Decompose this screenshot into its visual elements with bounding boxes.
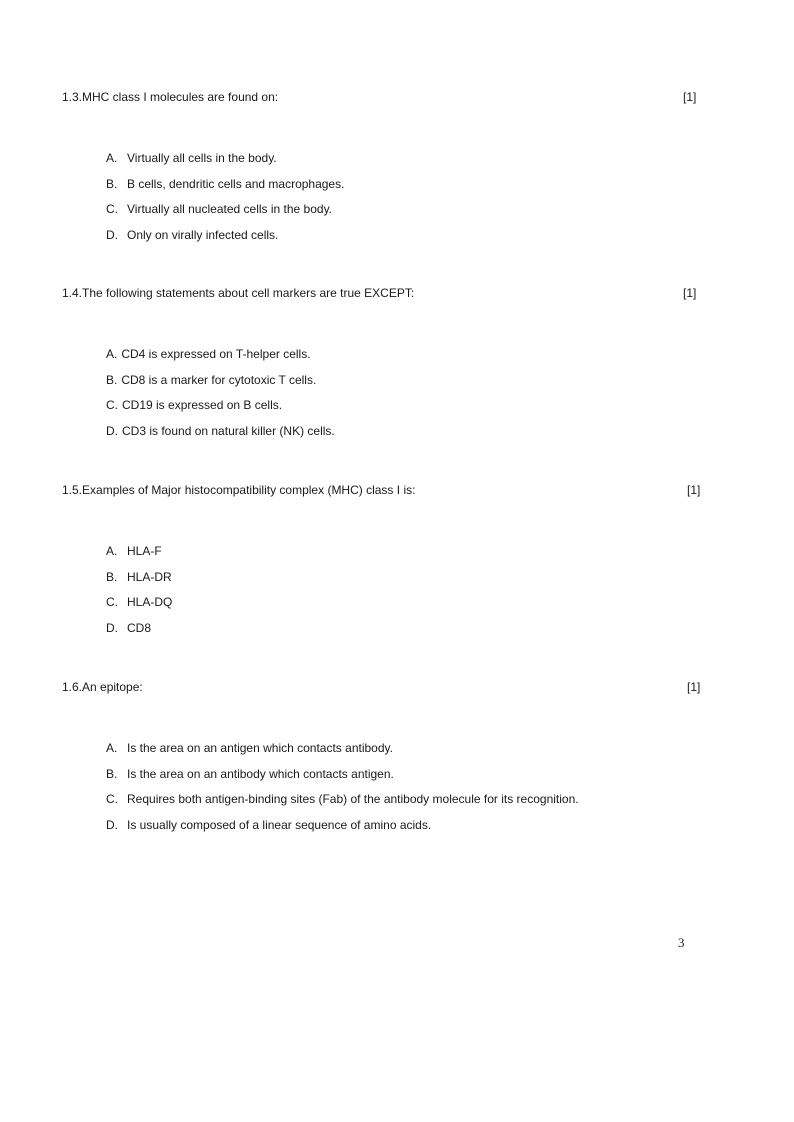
option-letter: A. — [106, 544, 118, 558]
option-text: Is usually composed of a linear sequence of amino acids. — [127, 817, 432, 832]
option-a — [106, 544, 162, 558]
option-letter: C. — [106, 792, 118, 806]
question-number: 1.3. — [62, 90, 83, 104]
option-text: CD4 is expressed on T-helper cells. — [121, 347, 311, 361]
option-letter: B. — [106, 176, 118, 191]
option-a — [106, 347, 311, 361]
option-letter: D. — [106, 227, 118, 242]
question-text: Examples of Major histocompatibility complex (MHC) class I is: — [82, 483, 416, 497]
option-d — [106, 228, 278, 242]
option-text: CD8 — [127, 620, 152, 635]
option-text: B cells, dendritic cells and macrophages. — [127, 176, 345, 191]
option-text: CD19 is expressed on B cells. — [122, 398, 283, 412]
option-letter: D. — [106, 817, 118, 832]
option-d — [106, 818, 431, 832]
option-letter: C. — [106, 595, 118, 609]
option-b — [106, 767, 394, 781]
question-1-6 — [62, 680, 143, 694]
option-b — [106, 570, 172, 584]
question-text: An epitope: — [82, 680, 143, 694]
option-text: Virtually all nucleated cells in the body. — [127, 202, 333, 216]
option-a — [106, 741, 393, 755]
option-text: Only on virally infected cells. — [127, 227, 279, 242]
option-letter: A. — [106, 347, 118, 361]
question-mark: [1] — [683, 286, 697, 300]
option-text: Is the area on an antibody which contacts antigen. — [127, 766, 394, 781]
option-letter: B. — [106, 372, 118, 387]
option-letter: C. — [106, 202, 118, 216]
option-a — [106, 151, 277, 165]
question-number: 1.6. — [62, 680, 83, 694]
question-number: 1.5. — [62, 483, 83, 497]
question-mark: [1] — [687, 680, 701, 694]
option-b — [106, 373, 316, 387]
option-d — [106, 621, 151, 635]
option-letter: B. — [106, 569, 118, 584]
option-text: Requires both antigen-binding sites (Fab) of the antibody molecule for its recognition. — [127, 792, 579, 806]
question-1-4 — [62, 286, 414, 300]
option-d — [106, 424, 335, 438]
option-text: CD3 is found on natural killer (NK) cells. — [122, 423, 335, 438]
option-letter: C. — [106, 398, 118, 412]
option-letter: A. — [106, 741, 118, 755]
option-text: CD8 is a marker for cytotoxic T cells. — [121, 372, 317, 387]
question-text: The following statements about cell markers are true EXCEPT: — [82, 286, 415, 300]
question-text: MHC class I molecules are found on: — [82, 90, 279, 104]
option-c — [106, 792, 579, 806]
option-c — [106, 202, 332, 216]
option-b — [106, 177, 344, 191]
question-1-5 — [62, 483, 415, 497]
option-letter: B. — [106, 766, 118, 781]
option-text: Virtually all cells in the body. — [127, 151, 277, 165]
option-text: HLA-DR — [127, 569, 172, 584]
option-text: HLA-DQ — [127, 595, 173, 609]
page-number: 3 — [678, 935, 685, 950]
question-mark: [1] — [687, 483, 701, 497]
option-letter: D. — [106, 620, 118, 635]
option-text: Is the area on an antigen which contacts antibody. — [127, 741, 393, 755]
question-number: 1.4. — [62, 286, 83, 300]
question-mark: [1] — [683, 90, 697, 104]
option-text: HLA-F — [127, 544, 162, 558]
option-c — [106, 595, 172, 609]
question-1-3 — [62, 90, 278, 104]
option-letter: A. — [106, 151, 118, 165]
option-c — [106, 398, 282, 412]
option-letter: D. — [106, 423, 118, 438]
